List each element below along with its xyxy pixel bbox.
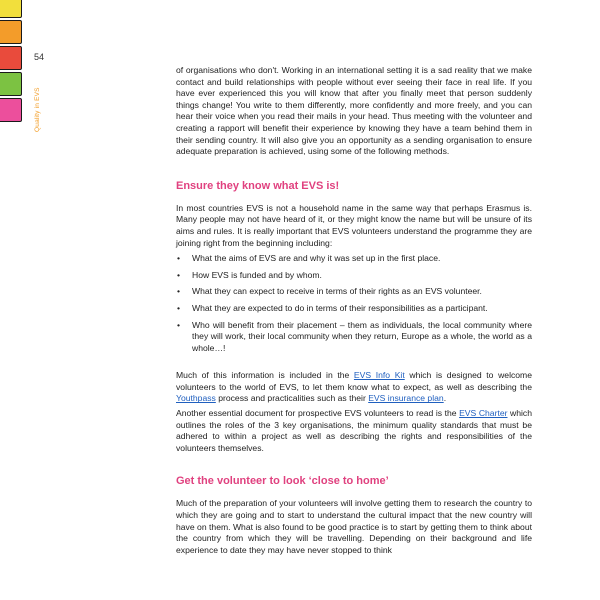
charter-paragraph: Another essential document for prospective EVS volunteers to read is the EVS Charter which outlines the roles of the 3 key organisations, the minimum quality standards that must be adhered to within a project as well as describing the rights and responsibilities of the volunteers themselves. xyxy=(176,408,532,453)
intro-paragraph: of organisations who don't. Working in an international setting it is a sad reality that we make contact and build relationships with people without ever seeing their face in real life. If you have ever experienced this you will know that after you finally meet that person suddenly things change! You write to them differently, more confidently and more freely, and you can hear their voice when you read their mails in your head. Thus meeting with the volunteer and creating a rapport will benefit their experience by knowing they have a team behind them in their sending country. It will also give you an opportunity as a sending organisation to ensure adequate preparation is achieved, using some of the following methods. xyxy=(176,65,532,157)
bullet-icon: • xyxy=(177,302,181,313)
list-item: • What they can expect to receive in terms of their rights as an EVS volunteer. xyxy=(177,286,482,297)
tab-red xyxy=(0,46,22,70)
side-label: Quality in EVS xyxy=(34,87,41,132)
bullet-icon: • xyxy=(177,269,181,280)
evs-charter-link[interactable]: EVS Charter xyxy=(459,408,508,419)
page-number: 54 xyxy=(34,52,45,62)
section-heading-evs: Ensure they know what EVS is! xyxy=(176,179,340,192)
evs-bullet-list xyxy=(176,253,532,354)
bullet-icon: • xyxy=(177,319,181,330)
evs-paragraph: In most countries EVS is not a household name in the same way that perhaps Erasmus is. Many people may not have heard of it, or they might know the name but will be unsure of its aims and rules. It is really important that EVS volunteers understand the programme they are joining right from the beginning including: xyxy=(176,202,532,248)
tab-pink xyxy=(0,98,22,122)
bullet-icon: • xyxy=(177,286,181,297)
section-heading-home: Get the volunteer to look ‘close to home’ xyxy=(176,475,389,488)
tab-green xyxy=(0,72,22,96)
tab-orange xyxy=(0,20,22,44)
tab-yellow xyxy=(0,0,22,18)
evs-insurance-plan-link[interactable]: EVS insurance plan xyxy=(368,393,444,404)
bullet-icon: • xyxy=(177,253,181,264)
list-item: • Who will benefit from their placement – them as individuals, the local community where they will work, their local community when they return, Europe as a whole, the world as a whole…! xyxy=(177,319,532,353)
youthpass-link[interactable]: Youthpass xyxy=(176,393,216,404)
list-item: • What they are expected to do in terms of their responsibilities as a participant. xyxy=(177,302,488,313)
info-kit-paragraph: Much of this information is included in the EVS Info Kit which is designed to welcome volunteers to the world of EVS, to let them know what to expect, as well as describing the Youthpass process and practicalities such as their EVS insurance plan. xyxy=(176,370,532,404)
page-content xyxy=(176,65,532,556)
list-item: • What the aims of EVS are and why it was set up in the first place. xyxy=(177,253,441,264)
evs-info-kit-link[interactable]: EVS Info Kit xyxy=(353,370,405,381)
list-item: • How EVS is funded and by whom. xyxy=(177,269,322,280)
home-paragraph: Much of the preparation of your volunteers will involve getting them to research the country to which they are going and to start to understand the cultural impact that the new country will have on them. What is also found to be good practice is to start by getting them to think about the country from which they will be travelling. Depending on their background and life experience to date they may have never stopped to think xyxy=(176,498,532,555)
